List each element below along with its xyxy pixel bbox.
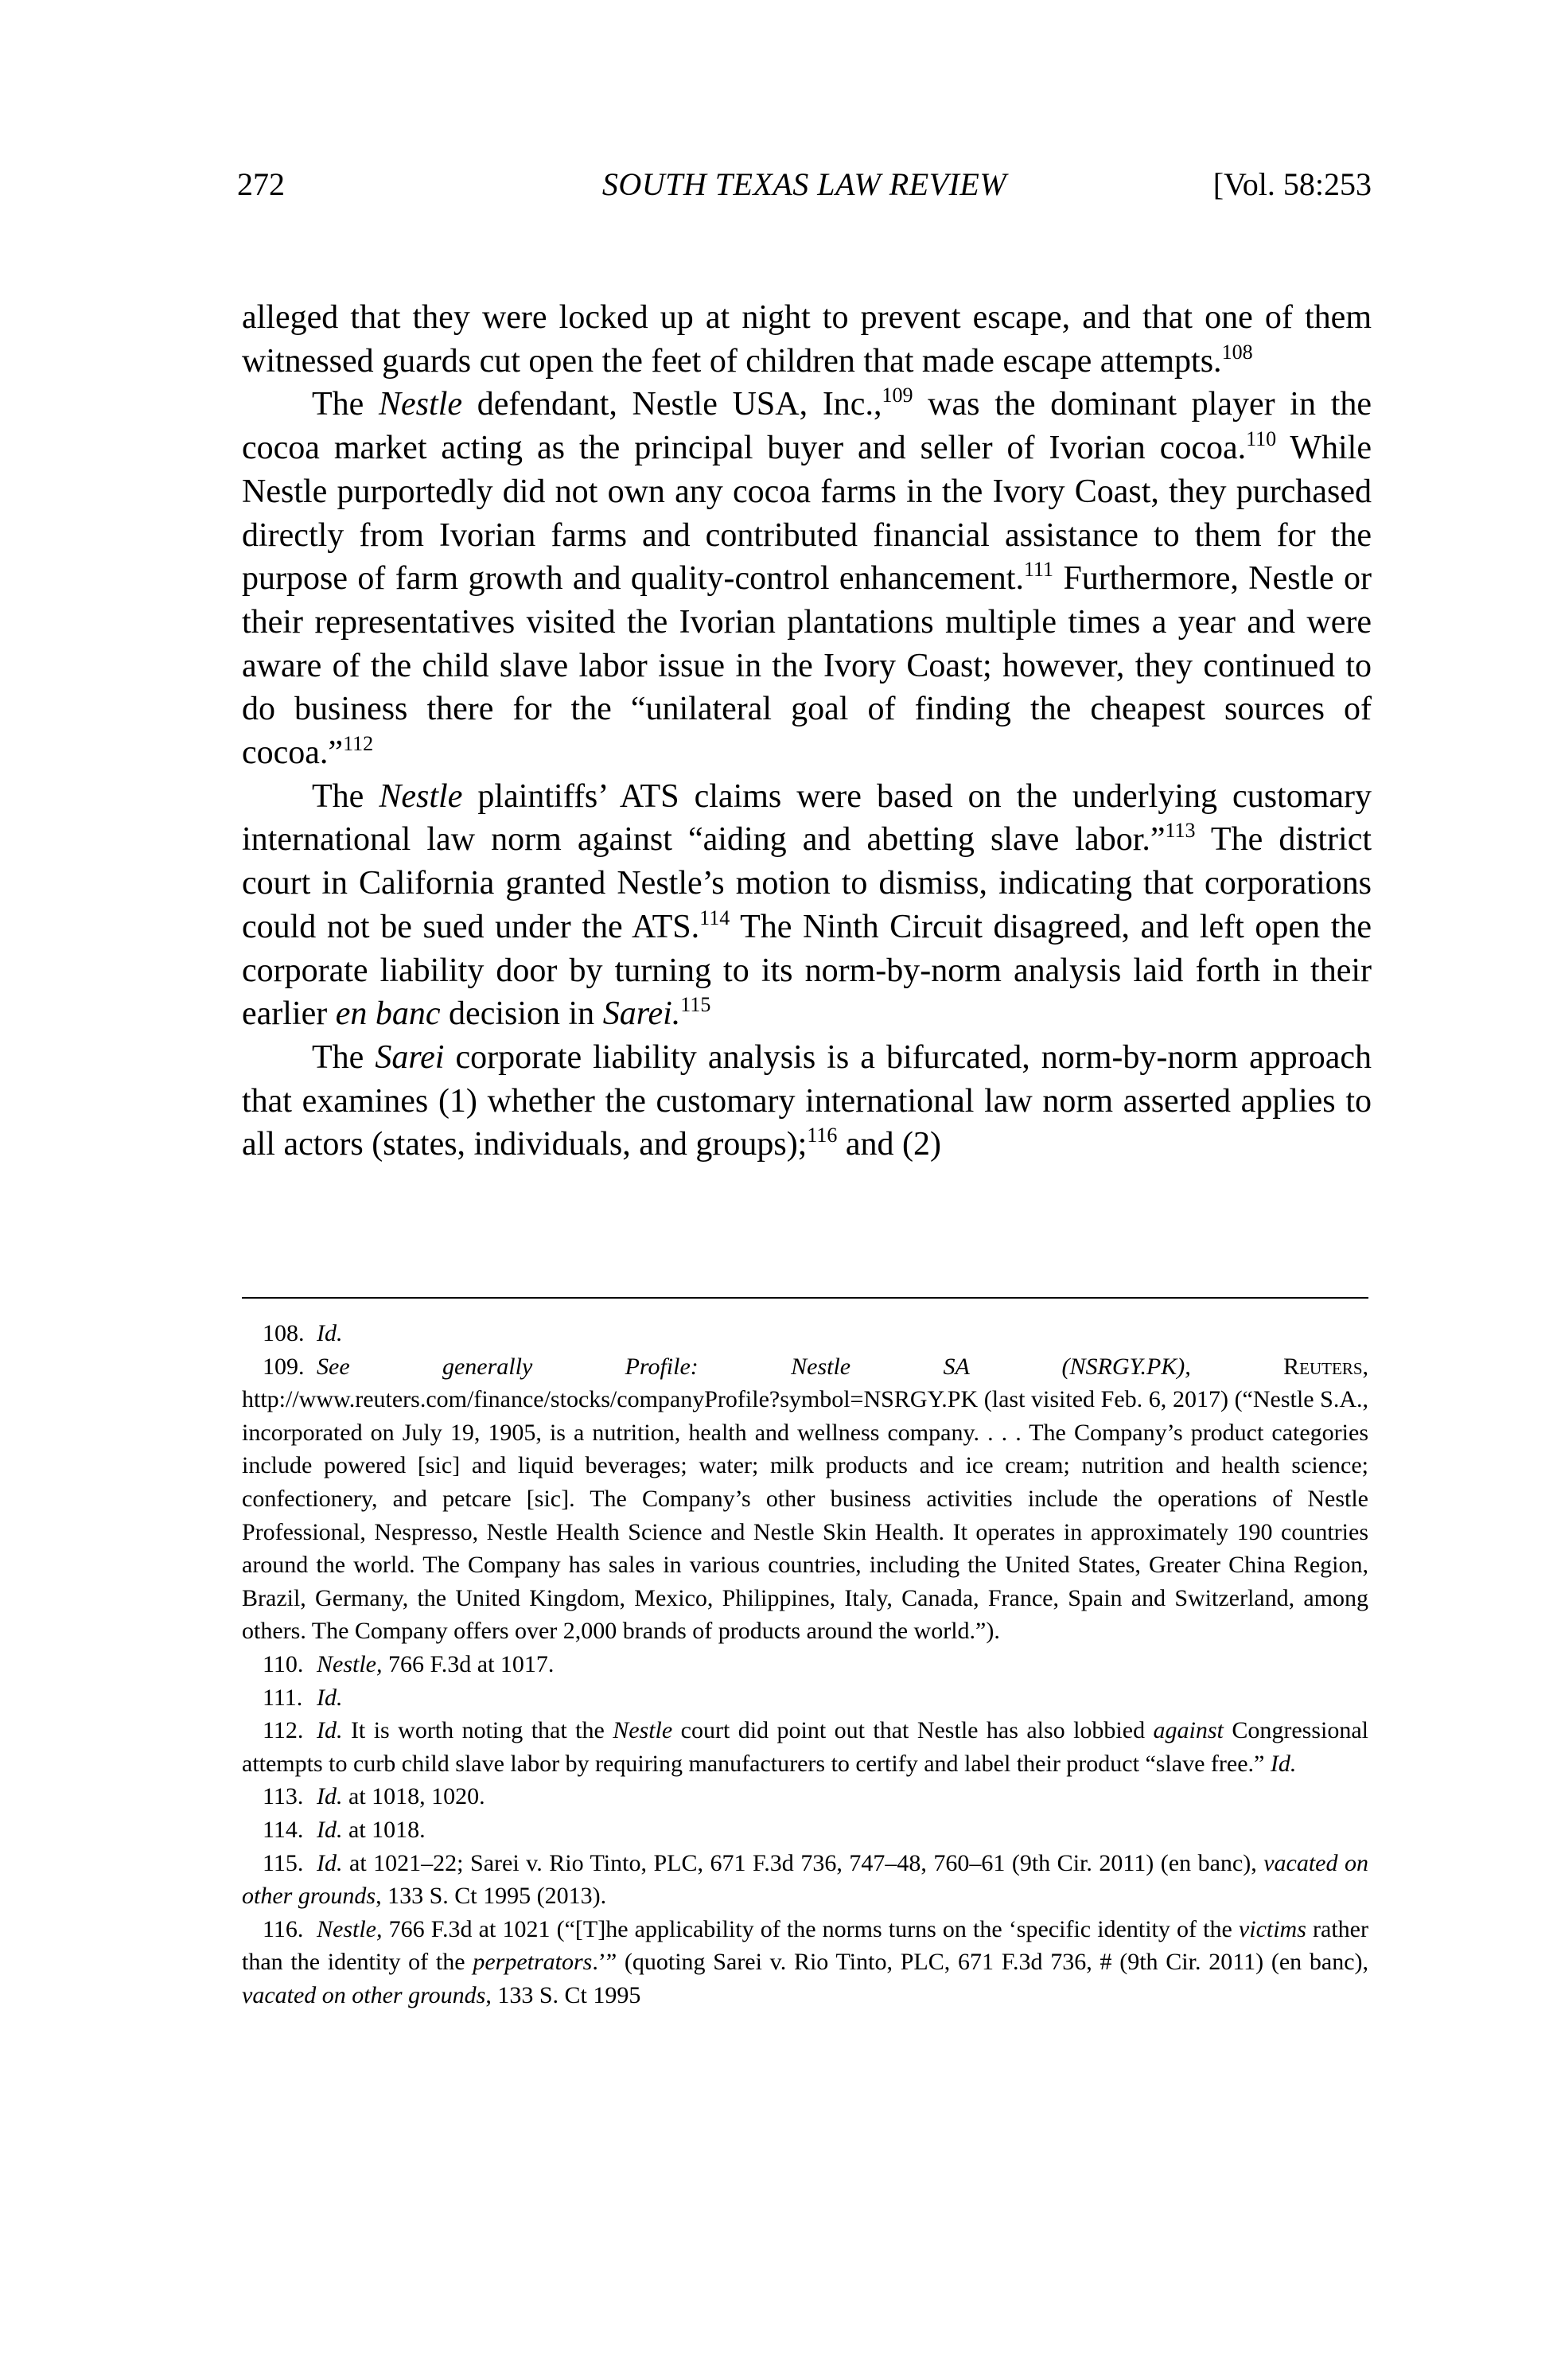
footnote-divider xyxy=(242,1297,1368,1299)
footnote-113: 113. Id. at 1018, 1020. xyxy=(263,1783,485,1810)
paragraph-1: alleged that they were locked up at night to prevent escape, and that one of them witnessed guards cut open the feet of children that made escape attempts.$^{108}$ xyxy=(242,299,1372,380)
journal-title: SOUTH TEXAS LAW REVIEW xyxy=(601,166,1007,202)
footnote-111: 111. Id. xyxy=(263,1684,343,1711)
footnote-ref-113[interactable]: 113 xyxy=(1165,819,1196,843)
footnote-ref-115[interactable]: 115 xyxy=(680,993,711,1017)
main-text xyxy=(242,296,1372,1167)
footnote-114: 114. Id. at 1018. xyxy=(263,1816,426,1843)
footnotes xyxy=(242,1317,1368,2012)
footnote-ref-116[interactable]: 116 xyxy=(807,1124,838,1147)
footnote-115: 115. Id. at 1021–22; Sarei v. Rio Tinto, PLC, 671 F.3d 736, 747–48, 760–61 (9th Cir. 2011) (en banc), vacated on other grounds, 133 S. Ct 1995 (2013). xyxy=(242,1849,1369,1910)
footnote-112: 112. Id. It is worth noting that the Nestle court did point out that Nestle has also lobbied against Congressional attempts to curb child slave labor by requiring manufacturers to certify and label their product “slave free.” Id. xyxy=(242,1717,1368,1777)
footnote-108: 108. Id. xyxy=(263,1320,343,1346)
footnote-ref-112[interactable]: 112 xyxy=(343,732,374,756)
running-header xyxy=(237,166,1372,213)
footnote-110: 110. Nestle, 766 F.3d at 1017. xyxy=(263,1650,555,1677)
page-number: 272 xyxy=(237,166,285,202)
volume-citation: [Vol. 58:253 xyxy=(1212,166,1372,202)
paragraph-4: The Sarei corporate liability analysis is a bifurcated, norm-by-norm approach that examines (1) whether the customary international law norm asserted applies to all actors (states, individuals, and groups);$^{116}$ and (2) xyxy=(242,1038,1372,1163)
paragraph-2: The Nestle defendant, Nestle USA, Inc.,$^{109}$ was the dominant player in the cocoa market acting as the principal buyer and seller of Ivorian cocoa.$^{110}$ While Nestle purportedly did not own any cocoa farms in the Ivory Coast, they purchased directly from Ivorian farms and contributed financial assistance to them for the purpose of farm growth and quality-control enhancement.$^{111}$ Furthermore, Nestle or their representatives visited the Ivorian plantations multiple times a year and were aware of the child slave labor issue in the Ivory Coast; however, they continued to do business there for the “unilateral goal of finding the cheapest sources of cocoa.”$^{112}$ xyxy=(242,384,1372,772)
footnote-116: 116. Nestle, 766 F.3d at 1021 (“[T]he applicability of the norms turns on the ‘specific identity of the victims rather than the identity of the perpetrators.’” (quoting Sarei v. Rio Tinto, PLC, 671 F.3d 736, # (9th Cir. 2011) (en banc), vacated on other grounds, 133 S. Ct 1995 xyxy=(242,1915,1368,2008)
footnote-ref-108[interactable]: 108 xyxy=(1221,340,1253,364)
footnote-ref-111[interactable]: 111 xyxy=(1023,558,1054,582)
footnote-ref-109[interactable]: 109 xyxy=(882,384,913,407)
footnote-109-link: http://www.reuters.com/finance/stocks/companyProfile?symbol=NSRGY.PK (last visited Feb. 6, 2017) (“Nestle S.A., incorporated on July 19, 1905, is a nutrition, health and wellness company. . . . The Company’s product categories include powered [sic] and liquid beverages; water; milk products and ice cream; nutrition and health science; confectionery, and petcare [sic]. The Company’s other business activities include the operations of Nestle Professional, Nespresso, Nestle Health Science and Nestle Skin Health. It operates in approximately 190 countries around the world. The Company has sales in various countries, including the United States, Greater China Region, Brazil, Germany, the United Kingdom, Mexico, Philippines, Italy, Canada, France, Spain and Switzerland, among others. The Company offers over 2,000 brands of products around the world.”). xyxy=(242,1386,1368,1645)
footnote-ref-114[interactable]: 114 xyxy=(699,906,730,929)
footnote-109: 109. See generally Profile: Nestle SA (NSRGY.PK), Reuters, http://www.reuters.com/finance/stocks/companyProfile?symbol=NSRGY.PK (last visited Feb. 6, 2017) (“Nestle S.A., incorporated on July 19, 1905, is a nutrition, health and wellness company. . . . The Company’s product categories include powered [sic] and liquid beverages; water; milk products and ice cream; nutrition and health science; confectionery, and petcare [sic]. The Company’s other business activities include the operations of Nestle Professional, Nespresso, Nestle Health Science and Nestle Skin Health. It operates in approximately 190 countries around the world. The Company has sales in various countries, including the United States, Greater China Region, Brazil, Germany, the United Kingdom, Mexico, Philippines, Italy, Canada, France, Spain and Switzerland, among others. The Company offers over 2,000 brands of products around the world.”). xyxy=(242,1353,1369,1645)
paragraph-3: The Nestle plaintiffs’ ATS claims were based on the underlying customary international law norm against “aiding and abetting slave labor.”$^{113}$ The district court in California granted Nestle’s motion to dismiss, indicating that corporations could not be sued under the ATS.$^{114}$ The Ninth Circuit disagreed, and left open the corporate liability door by turning to its norm-by-norm analysis laid forth in their earlier en banc decision in Sarei.$^{115}$ xyxy=(242,777,1372,1033)
footnote-ref-110[interactable]: 110 xyxy=(1246,427,1277,451)
